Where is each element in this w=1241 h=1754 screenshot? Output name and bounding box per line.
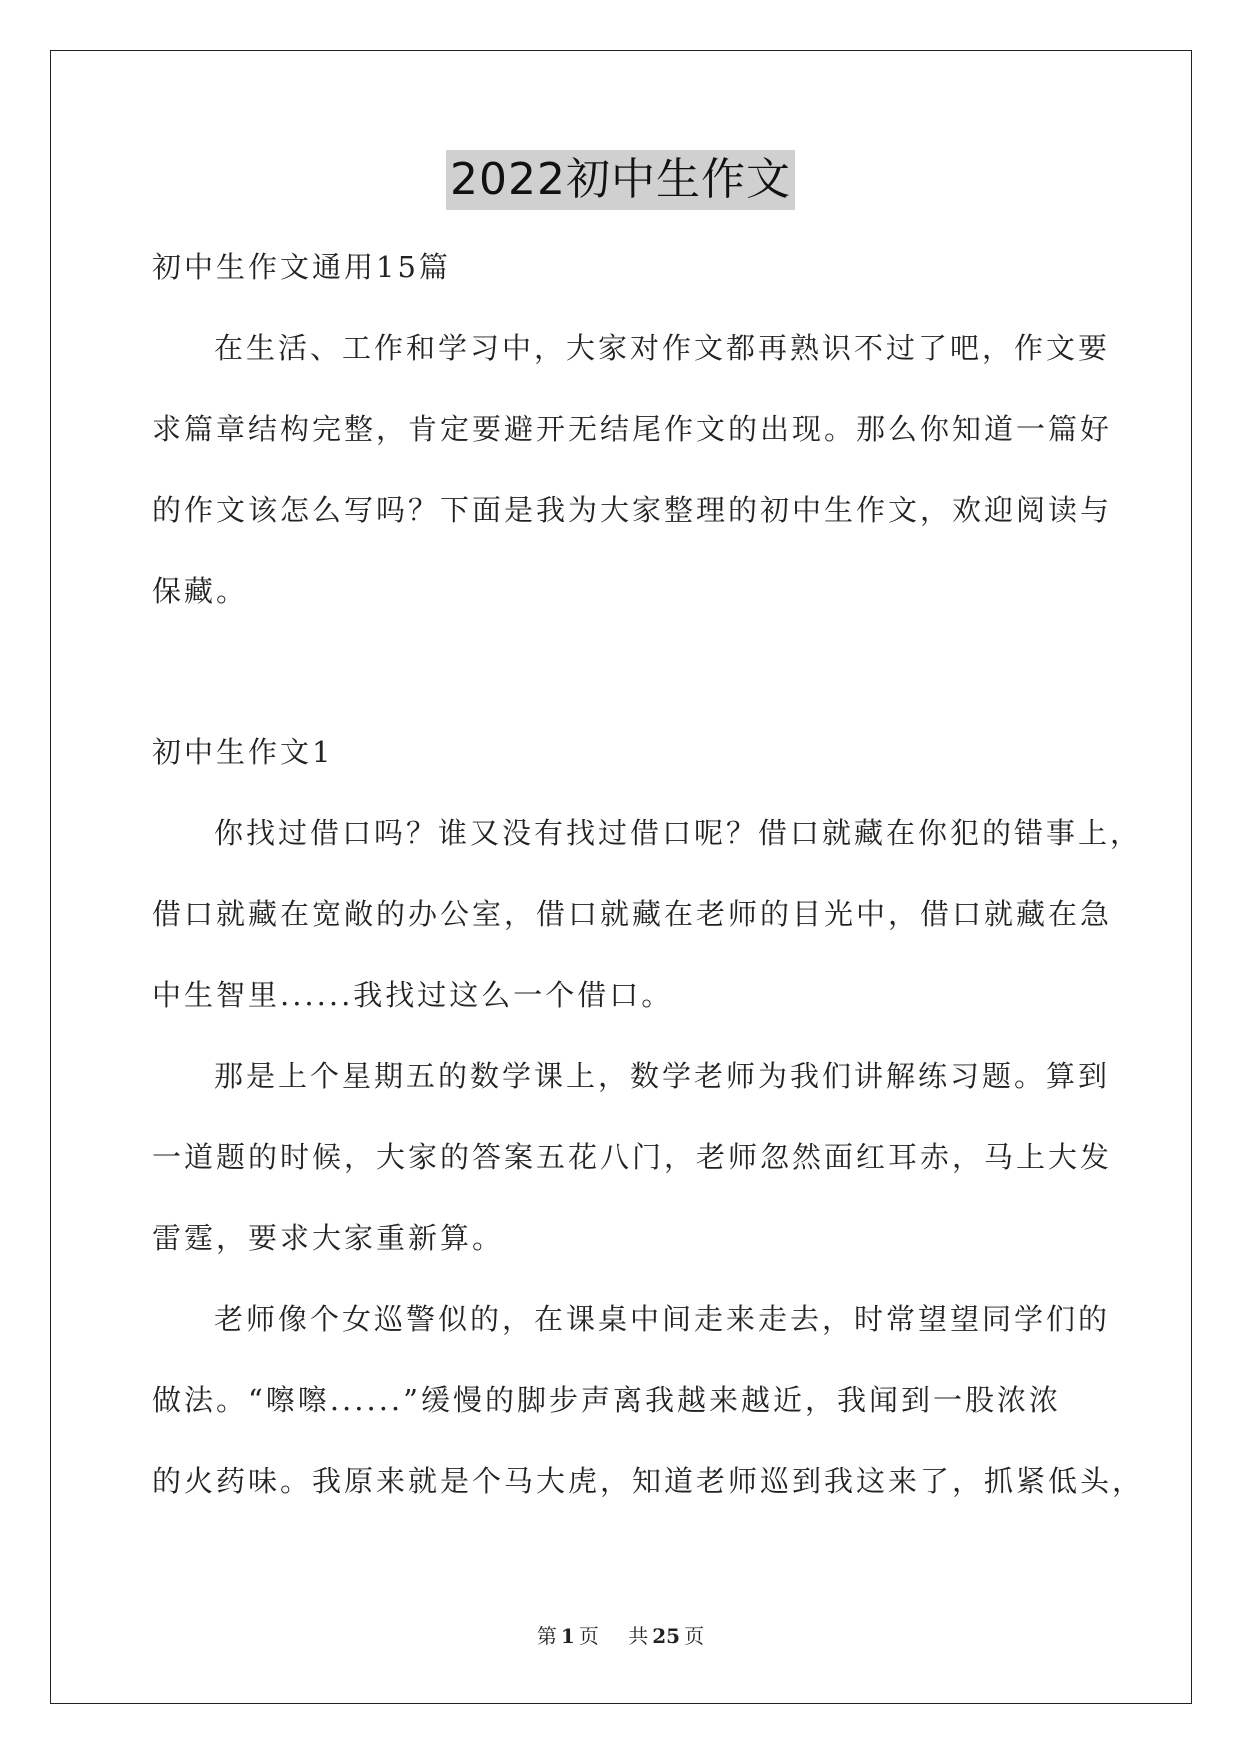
intro-paragraph xyxy=(152,308,1113,632)
page-current: 1 xyxy=(560,1624,575,1648)
text-line: 求篇章结构完整，肯定要避开无结尾作文的出现。那么你知道一篇好 xyxy=(152,412,1113,446)
total-suffix: 页 xyxy=(684,1624,705,1648)
page-prefix: 第 xyxy=(536,1624,557,1648)
paragraph xyxy=(152,1279,1145,1522)
total-prefix: 共 xyxy=(628,1624,649,1648)
section-heading: 初中生作文1 xyxy=(152,735,334,769)
text-line: 借口就藏在宽敞的办公室，借口就藏在老师的目光中，借口就藏在急 xyxy=(152,897,1113,931)
text-line: 的火药味。我原来就是个马大虎，知道老师巡到我这来了，抓紧低头， xyxy=(152,1464,1145,1498)
page-suffix: 页 xyxy=(578,1624,599,1648)
document-body xyxy=(152,227,1145,1522)
paragraph xyxy=(152,793,1143,1036)
text-line: 在生活、工作和学习中，大家对作文都再熟识不过了吧，作文要 xyxy=(214,331,1111,365)
page-total: 25 xyxy=(652,1624,681,1648)
text-line: 中生智里......我找过这么一个借口。 xyxy=(152,978,674,1012)
document-title: 2022初中生作文 xyxy=(446,150,795,210)
text-line: 雷霆，要求大家重新算。 xyxy=(152,1221,505,1255)
text-line: 一道题的时候，大家的答案五花八门，老师忽然面红耳赤，马上大发 xyxy=(152,1140,1113,1174)
text-line: 那是上个星期五的数学课上，数学老师为我们讲解练习题。算到 xyxy=(214,1059,1111,1093)
document-subtitle: 初中生作文通用15篇 xyxy=(152,250,451,284)
text-line: 做法。“嚓嚓......”缓慢的脚步声离我越来越近，我闻到一股浓浓 xyxy=(152,1383,1061,1417)
text-line: 保藏。 xyxy=(152,574,249,608)
text-line: 你找过借口吗？谁又没有找过借口呢？借口就藏在你犯的错事上， xyxy=(214,816,1143,850)
title-container xyxy=(0,150,1241,210)
text-line: 老师像个女巡警似的，在课桌中间走来走去，时常望望同学们的 xyxy=(214,1302,1111,1336)
text-line: 的作文该怎么写吗？下面是我为大家整理的初中生作文，欢迎阅读与 xyxy=(152,493,1113,527)
section-gap xyxy=(152,632,1092,712)
page-footer xyxy=(0,1620,1241,1649)
paragraph xyxy=(152,1036,1113,1279)
